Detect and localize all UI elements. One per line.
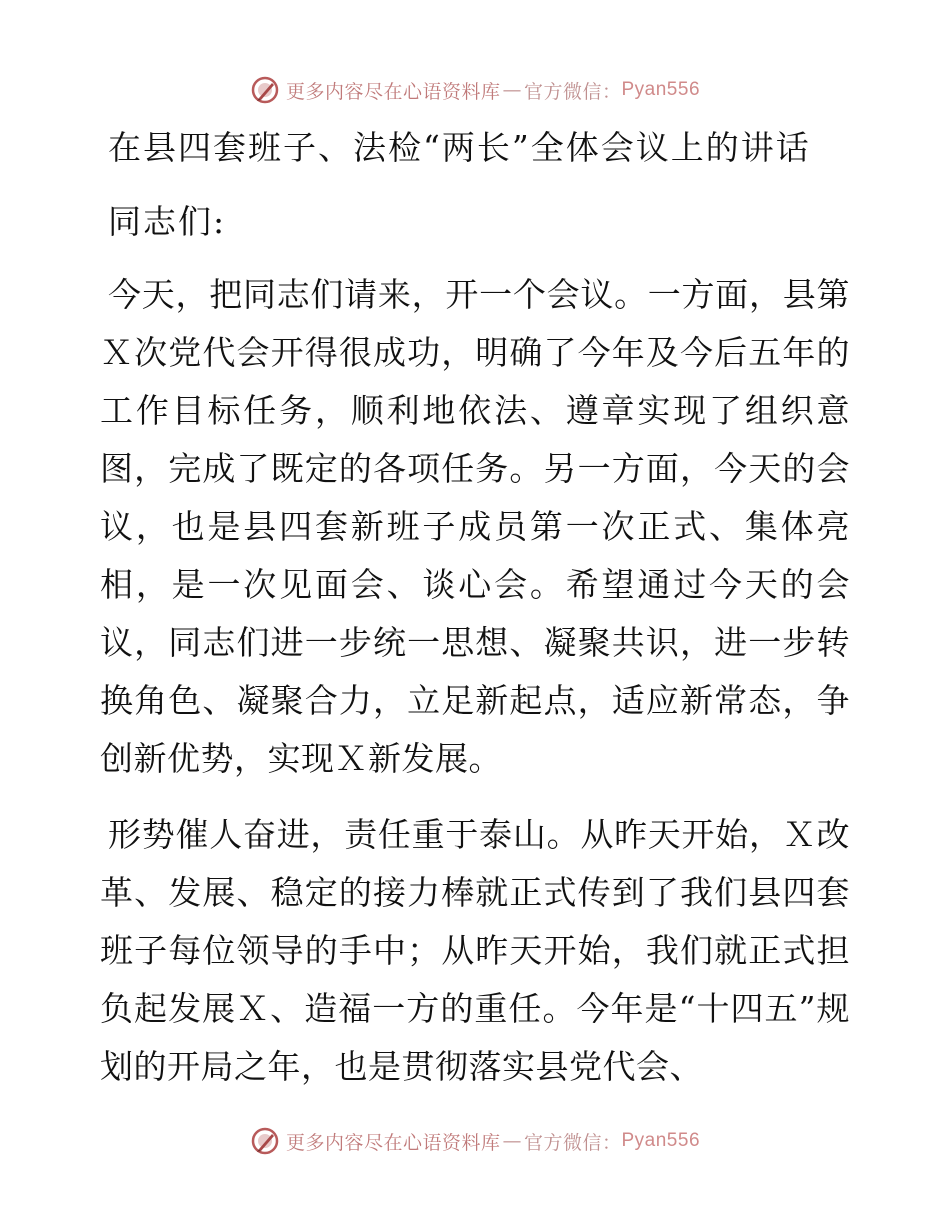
watermark-separator: — — [502, 79, 522, 101]
pen-logo-icon — [250, 1126, 280, 1156]
pen-logo-icon — [250, 75, 280, 105]
document-title: 在县四套班子、法检“两长”全体会议上的讲话 — [108, 128, 811, 167]
watermark-label: 官方微信： — [523, 1131, 622, 1154]
watermark-brand: 更多内容尽在心语资料库 — [285, 80, 501, 103]
footer-watermark — [0, 1121, 950, 1161]
paragraph-1: 今天，把同志们请来，开一个会议。一方面，县第Ｘ次党代会开得很成功，明确了今年及今后五年的工作目标任务，顺利地依法、遵章实现了组织意图，完成了既定的各项任务。另一方面，今天的会议，也是县四套新班子成员第一次正式、集体亮相，是一次见面会、谈心会。希望通过今天的会议，同志们进一步统一思想、凝聚共识，进一步转换角色、凝聚合力，立足新起点，适应新常态，争创新优势，实现Ｘ新发展。 — [100, 275, 850, 778]
greeting: 同志们: — [108, 202, 227, 241]
watermark-brand: 更多内容尽在心语资料库 — [285, 1131, 501, 1154]
watermark-label: 官方微信： — [523, 80, 622, 103]
paragraph-2: 形势催人奋进，责任重于泰山。从昨天开始，Ｘ改革、发展、稳定的接力棒就正式传到了我们县四套班子每位领导的手中；从昨天开始，我们就正式担负起发展Ｘ、造福一方的重任。今年是“十四五”规划的开局之年，也是贯彻落实县党代会、 — [100, 815, 850, 1086]
header-watermark — [0, 70, 950, 110]
watermark-separator: — — [502, 1130, 522, 1152]
watermark-id: Pyan556 — [621, 79, 701, 100]
watermark-id: Pyan556 — [621, 1130, 701, 1151]
